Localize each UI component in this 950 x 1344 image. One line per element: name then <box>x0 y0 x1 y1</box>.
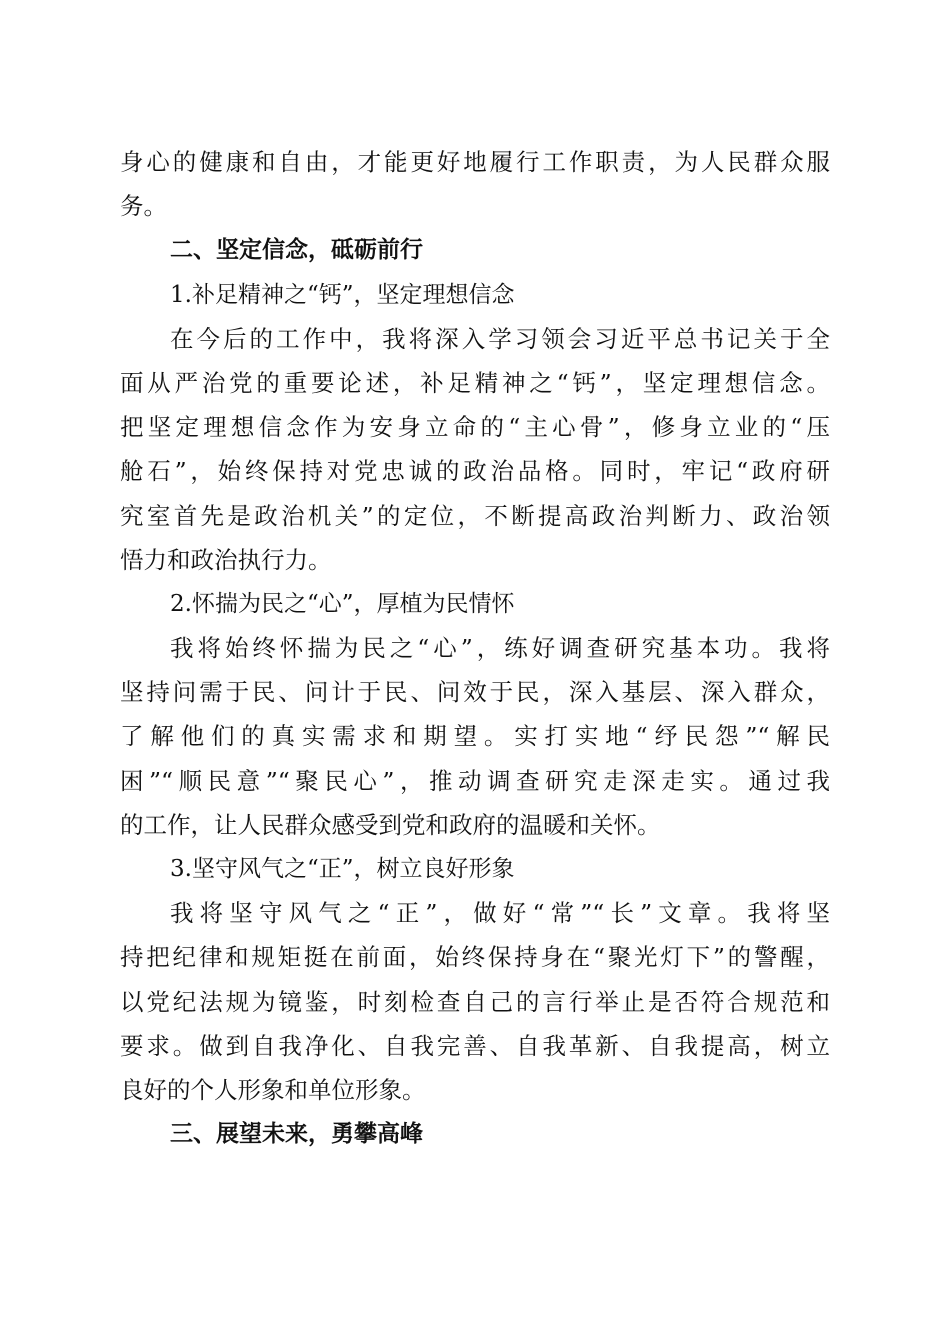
subheading-1: 1.补足精神之“钙”，坚定理想信念 <box>170 281 515 308</box>
body-line: 我将始终怀揣为民之“心”，练好调查研究基本功。我将 <box>170 634 830 663</box>
body-line: 要求。做到自我净化、自我完善、自我革新、自我提高，树立 <box>120 1031 830 1060</box>
subheading-2: 2.怀揣为民之“心”，厚植为民情怀 <box>170 590 515 617</box>
body-line: 务。 <box>120 192 167 221</box>
section-heading-3: 三、展望未来，勇攀高峰 <box>170 1121 423 1148</box>
section-heading-2: 二、坚定信念，砥砺前行 <box>170 237 423 264</box>
subheading-3: 3.坚守风气之“正”，树立良好形象 <box>170 856 515 882</box>
body-line: 舱石”，始终保持对党忠诚的政治品格。同时，牢记“政府研 <box>120 457 830 486</box>
body-line: 了解他们的真实需求和期望。实打实地“纾民怨”“解民 <box>120 722 830 751</box>
body-line: 以党纪法规为镜鉴，时刻检查自己的言行举止是否符合规范和 <box>120 987 830 1016</box>
body-line: 在今后的工作中，我将深入学习领会习近平总书记关于全 <box>170 324 830 353</box>
body-line: 究室首先是政治机关”的定位，不断提高政治判断力、政治领 <box>120 501 830 530</box>
body-line: 良好的个人形象和单位形象。 <box>120 1075 426 1104</box>
body-line: 困”“顺民意”“聚民心”，推动调查研究走深走实。通过我 <box>120 766 830 795</box>
body-line: 持把纪律和规矩挺在前面，始终保持身在“聚光灯下”的警醒， <box>120 943 830 972</box>
body-line: 悟力和政治执行力。 <box>120 545 332 574</box>
body-line: 我将坚守风气之“正”，做好“常”“长”文章。我将坚 <box>170 899 830 928</box>
body-line: 面从严治党的重要论述，补足精神之“钙”，坚定理想信念。 <box>120 368 830 397</box>
body-line: 坚持问需于民、问计于民、问效于民，深入基层、深入群众， <box>120 678 830 707</box>
body-line: 身心的健康和自由，才能更好地履行工作职责，为人民群众服 <box>120 148 830 176</box>
body-line: 的工作，让人民群众感受到党和政府的温暖和关怀。 <box>120 810 661 839</box>
document-page <box>120 140 830 1156</box>
body-line: 把坚定理想信念作为安身立命的“主心骨”，修身立业的“压 <box>120 413 830 442</box>
